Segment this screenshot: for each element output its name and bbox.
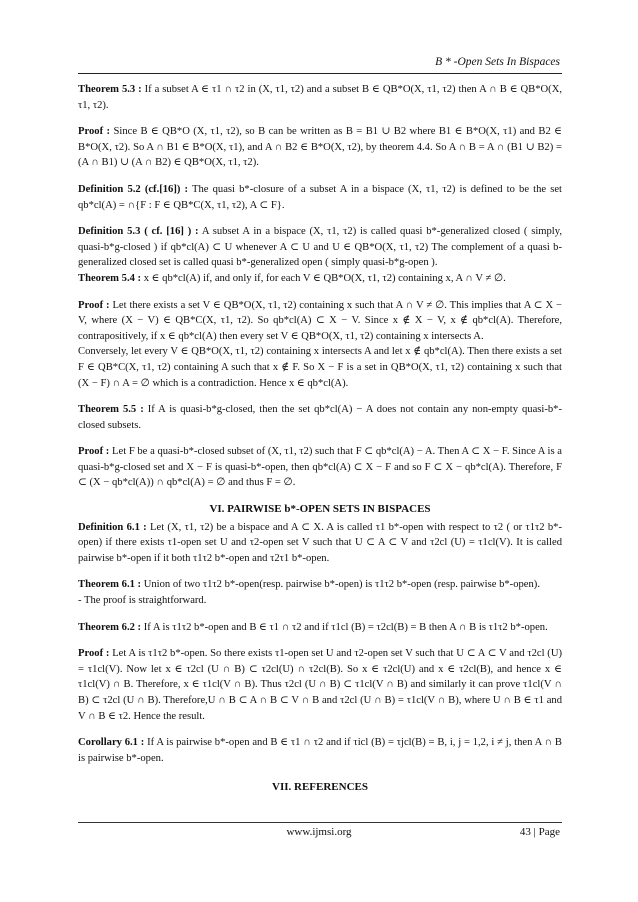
footer-url[interactable]: www.ijmsi.org [286,826,352,838]
definition-5-3-label: Definition 5.3 ( cf. [16] ) : [78,226,199,238]
footer-rule [78,822,562,823]
corollary-6-1 [78,735,562,766]
proof-5-3 [78,124,562,171]
section-6-heading: VI. PAIRWISE b*-OPEN SETS IN BISPACES [209,503,431,516]
proof-6-2 [78,646,562,724]
proof-5-5-label: Proof : [78,446,110,458]
definition-5-2 [78,182,562,213]
theorem-5-5-text: If A is quasi-b*g-closed, then the set qb*cl(A) − A does not contain any non-empty quasi-b*-closed subsets. [78,404,563,431]
theorem-5-4 [78,271,562,287]
theorem-6-1 [78,577,562,593]
definition-5-3-text: A subset A in a bispace (X, τ1, τ2) is called quasi b*-generalized closed ( simply, quasi-b*g-closed ) if qb*cl(A) ⊂ U whenever A ⊂ U and U ∈ QB*O(X, τ1, τ2) The complement of a quasi b-generalized closed set is called quasi b*-generalized open ( simply quasi-b*g-open ). [78,226,562,269]
theorem-5-3-label: Theorem 5.3 : [78,84,142,95]
footer-page-number: 43 | Page [519,826,560,838]
theorem-5-3-text: If a subset A ∈ τ1 ∩ τ2 in (X, τ1, τ2) and a subset B ∈ QB*O(X, τ1, τ2) then A ∩ B ∈ QB*O(X, τ1, τ2). [78,84,562,111]
theorem-6-2 [78,620,562,636]
definition-6-1 [78,520,562,567]
theorem-6-2-text: If A is τ1τ2 b*-open and B ∈ τ1 ∩ τ2 and if τ1cl (B) = τ2cl(B) = B then A ∩ B is τ1τ2 b*-open. [143,621,548,633]
definition-6-1-label: Definition 6.1 : [78,521,147,533]
running-title: B * -Open Sets In Bispaces [435,56,560,68]
definition-6-1-text: Let (X, τ1, τ2) be a bispace and A ⊂ X. A is called τ1 b*-open with respect to τ2 ( or τ1τ2 b*-open) if there exists τ1-open set U and τ2-open set V such that U ⊂ A ⊂ V and τ2cl (U) = τ1cl(V). It is called pairwise b*-open if it both τ1τ2 b*-open and τ2τ1 b*-open. [78,521,562,564]
theorem-5-5-label: Theorem 5.5 : [78,404,144,416]
corollary-6-1-label: Corollary 6.1 : [78,737,145,749]
proof-5-4-converse [78,344,562,391]
theorem-6-1-proof-note [78,593,562,609]
proof-5-3-label: Proof : [78,126,111,138]
proof-5-4-label: Proof : [78,299,110,311]
proof-5-4-text: Let there exists a set V ∈ QB*O(X, τ1, τ2) containing x such that A ∩ V ≠ ∅. This implies that A ⊂ X − V, where (X − V) ∈ QB*C(X, τ1, τ2). So qb*cl(A) ⊂ X − V. Since x ∉ X − V, x ∉ qb*cl(A). Therefore, contrapositively, if x ∈ qb*cl(A) then every set V ∈ QB*O(X, τ1, τ2) containing x intersects A. [78,299,562,342]
proof-5-5 [78,444,562,491]
definition-5-3 [78,224,562,271]
definition-5-2-text: The quasi b*-closure of a subset A in a bispace (X, τ1, τ2) is defined to be the set qb*cl(A) = ∩{F : F ∈ QB*C(X, τ1, τ2), A ⊂ F}. [78,183,562,211]
proof-5-4 [78,298,562,345]
corollary-6-1-text: If A is pairwise b*-open and B ∈ τ1 ∩ τ2 and if τicl (B) = τjcl(B) = B, i, j = 1,2, i ≠ j, then A ∩ B is pairwise b*-open. [78,737,562,764]
theorem-6-1-label: Theorem 6.1 : [78,579,142,591]
article-body [78,82,562,798]
theorem-5-4-text: x ∈ qb*cl(A) if, and only if, for each V ∈ QB*O(X, τ1, τ2) containing x, A ∩ V ≠ ∅. [143,272,506,284]
proof-5-5-text: Let F be a quasi-b*-closed subset of (X, τ1, τ2) such that F ⊂ qb*cl(A) − A. Then A ⊂ X − F. Since A is a quasi-b*g-closed set and X − F is quasi-b*-open, then qb*cl(A) ⊂ X − F and so F ⊂ X − qb*cl(A). Therefore, F ⊂ (X − qb*cl(A)) ∩ qb*cl(A) = ∅ and thus F = ∅. [78,446,562,489]
theorem-5-5 [78,402,562,433]
header-rule [78,73,562,74]
proof-6-2-text: Let A is τ1τ2 b*-open. So there exists τ1-open set U and τ2-open set V such that U ⊂ A ⊂ V and τ2cl (U) = τ1cl(V). Now let x ∈ τ2cl (U ∩ B) ⊂ τ2cl(U) ∩ τ2cl(B). So x ∈ τ2cl(U) and x ∈ τ2cl(B), and hence x ∈ τ1cl(V) ∩ B. Therefore, x ∈ τ1cl(V ∩ B). Thus τ2cl (U ∩ B) ⊂ τ1cl(V ∩ B) and similarly it can prove τ1cl(V ∩ B) ⊂ τ2cl (U ∩ B). Therefore,U ∩ B ⊂ A ∩ B ⊂ V ∩ B and τ2cl (U ∩ B) = τ1cl(V ∩ B), where U ∩ B ∈ τ1 and V ∩ B ∈ τ2. Hence the result. [78,648,563,722]
theorem-6-1-note: - The proof is straightforward. [78,595,207,607]
theorem-5-3 [78,82,562,113]
theorem-6-2-label: Theorem 6.2 : [78,621,142,633]
theorem-6-1-text: Union of two τ1τ2 b*-open(resp. pairwise b*-open) is τ1τ2 b*-open (resp. pairwise b*-open). [143,579,540,591]
theorem-5-4-label: Theorem 5.4 : [78,272,142,284]
proof-6-2-label: Proof : [78,648,110,660]
proof-5-3-text: Since B ∈ QB*O (X, τ1, τ2), so B can be written as B = B1 ∪ B2 where B1 ∈ B*O(X, τ1) and B2 ∈ B*O(X, τ2). So A ∩ B1 ∈ B*O(X, τ1), and A ∩ B2 ∈ B*O(X, τ2), by theorem 4.4. So A ∩ B = A ∩ (B1 ∪ B2) = (A ∩ B1) ∪ (A ∩ B2) ∈ QB*O(X, τ1, τ2). [78,126,562,169]
section-7-heading: VII. REFERENCES [272,781,368,794]
proof-5-4-text2: Conversely, let every V ∈ QB*O(X, τ1, τ2) containing x intersects A and let x ∉ qb*cl(A). Then there exists a set F ∈ QB*C(X, τ1, τ2) containing A such that x ∉ F. So X − F is a set in QB*O(X, τ1, τ2) containing x such that (X − F) ∩ A = ∅ which is a contradiction. Hence x ∈ qb*cl(A). [78,346,562,389]
definition-5-2-label: Definition 5.2 (cf.[16]) : [78,183,189,195]
